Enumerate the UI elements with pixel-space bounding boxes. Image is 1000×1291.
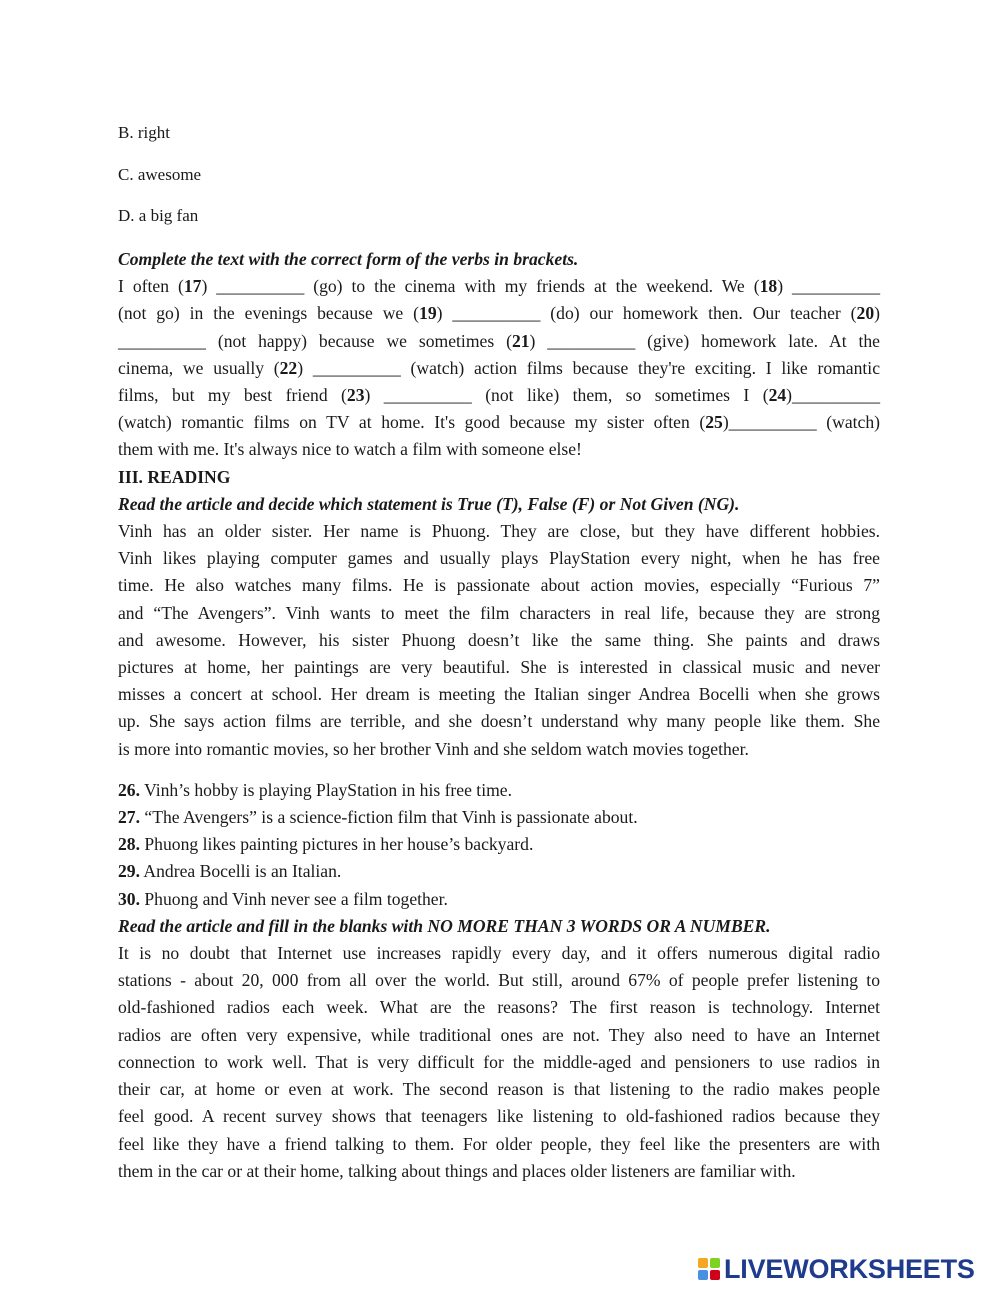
passage-line: stations - about 20, 000 from all over the world. But still, around 67% of people prefer listening to bbox=[118, 970, 880, 991]
grammar-line bbox=[118, 300, 880, 327]
passage-line: connection to work well. That is very difficult for the middle-aged and pensioners to use radios in bbox=[118, 1051, 880, 1072]
passage-line: feel like they have a friend talking to them. For older people, they feel like the presenters are with bbox=[118, 1133, 880, 1154]
statement-item bbox=[118, 831, 880, 858]
passage-line: and awesome. However, his sister Phuong doesn’t like the same thing. She paints and draws bbox=[118, 629, 880, 650]
grammar-line bbox=[118, 436, 880, 463]
grammar-line bbox=[118, 382, 880, 409]
liveworksheets-logo bbox=[698, 1253, 998, 1285]
blank-number: 20 bbox=[856, 303, 875, 324]
passage-line: Vinh has an older sister. Her name is Phuong. They are close, but they have different hobbies. bbox=[118, 521, 880, 542]
blank-number: 22 bbox=[279, 357, 298, 378]
text-segment: ) __________ (do) our homework then. Our teacher ( bbox=[436, 303, 857, 324]
statement-number: 29. bbox=[118, 861, 140, 882]
statement-number: 27. bbox=[118, 807, 140, 828]
statement-item bbox=[118, 777, 880, 804]
passage-line: time. He also watches many films. He is passionate about action movies, especially “Furious 7” bbox=[118, 575, 880, 596]
grammar-line bbox=[118, 355, 880, 382]
text-segment: I often ( bbox=[118, 276, 184, 297]
text-segment: ) __________ (watch) action films because they're exciting. I like romantic bbox=[297, 357, 880, 378]
blank-number: 18 bbox=[759, 276, 778, 297]
text-segment: ) __________ bbox=[777, 276, 880, 297]
answer-option-c: C. awesome bbox=[118, 165, 202, 184]
text-segment: (not go) in the evenings because we ( bbox=[118, 303, 420, 324]
passage-line: radios are often very expensive, while traditional ones are not. They also need to have an Internet bbox=[118, 1024, 880, 1045]
statement-text: Phuong and Vinh never see a film together. bbox=[140, 888, 448, 909]
passage-line: and “The Avengers”. Vinh wants to meet the film characters in real life, because they are strong bbox=[118, 602, 880, 623]
text-segment: them with me. It's always nice to watch a film with someone else! bbox=[118, 439, 582, 460]
reading-instruction-tfng: Read the article and decide which statement is True (T), False (F) or Not Given (NG). bbox=[118, 493, 740, 514]
text-segment: films, but my best friend ( bbox=[118, 385, 347, 406]
text-segment: __________ (not happy) because we sometimes ( bbox=[118, 330, 512, 351]
logo-mark-icon bbox=[698, 1258, 720, 1280]
passage-line: is more into romantic movies, so her brother Vinh and she seldom watch movies together. bbox=[118, 738, 749, 759]
logo-text: LIVEWORKSHEETS bbox=[724, 1253, 975, 1284]
text-segment: ) __________ (give) homework late. At the bbox=[529, 330, 880, 351]
grammar-line bbox=[118, 273, 880, 300]
blank-number: 19 bbox=[419, 303, 437, 324]
statement-text: Andrea Bocelli is an Italian. bbox=[140, 861, 342, 882]
passage-line: It is no doubt that Internet use increases rapidly every day, and it offers numerous digital radio bbox=[118, 943, 880, 964]
passage-line: them in the car or at their home, talking about things and places older listeners are familiar with. bbox=[118, 1160, 796, 1181]
grammar-line bbox=[118, 409, 880, 436]
grammar-exercise-text bbox=[118, 273, 880, 463]
statement-text: Vinh’s hobby is playing PlayStation in his free time. bbox=[140, 779, 512, 800]
statement-number: 30. bbox=[118, 888, 140, 909]
passage-line: old-fashioned radios each week. What are the reasons? The first reason is technology. Internet bbox=[118, 997, 880, 1018]
blank-number: 17 bbox=[183, 276, 202, 297]
text-segment: ) bbox=[874, 303, 880, 324]
statement-item bbox=[118, 804, 880, 831]
grammar-instruction: Complete the text with the correct form of the verbs in brackets. bbox=[118, 249, 579, 269]
statement-text: “The Avengers” is a science-fiction film that Vinh is passionate about. bbox=[140, 807, 638, 828]
text-segment: ) __________ (go) to the cinema with my friends at the weekend. We ( bbox=[201, 276, 760, 297]
passage-line: Vinh likes playing computer games and usually plays PlayStation every night, when he has free bbox=[118, 548, 880, 569]
text-segment: )__________ bbox=[786, 385, 880, 406]
statement-number: 26. bbox=[118, 779, 140, 800]
grammar-line bbox=[118, 328, 880, 355]
answer-option-b: B. right bbox=[118, 123, 170, 142]
statement-item bbox=[118, 858, 880, 885]
reading-passage-1 bbox=[118, 518, 880, 763]
passage-line: pictures at home, her paintings are very beautiful. She is interested in classical music and never bbox=[118, 657, 880, 678]
statement-text: Phuong likes painting pictures in her house’s backyard. bbox=[140, 834, 534, 855]
passage-line: up. She says action films are terrible, and she doesn’t understand why many people like them. She bbox=[118, 711, 880, 732]
reading-instruction-fill: Read the article and fill in the blanks with NO MORE THAN 3 WORDS OR A NUMBER. bbox=[118, 915, 771, 936]
blank-number: 23 bbox=[346, 385, 365, 406]
blank-number: 21 bbox=[511, 330, 530, 351]
worksheet-content bbox=[118, 246, 880, 1185]
statement-item bbox=[118, 886, 880, 913]
reading-heading: III. READING bbox=[118, 466, 231, 487]
statement-number: 28. bbox=[118, 834, 140, 855]
text-segment: (watch) romantic films on TV at home. It's good because my sister often ( bbox=[118, 412, 706, 433]
text-segment: )__________ (watch) bbox=[722, 412, 880, 433]
passage-line: misses a concert at school. Her dream is meeting the Italian singer Andrea Bocelli when she grows bbox=[118, 684, 880, 705]
passage-line: their car, at home or even at work. The second reason is that listening to the radio makes people bbox=[118, 1079, 880, 1100]
answer-option-d: D. a big fan bbox=[118, 206, 199, 225]
text-segment: ) __________ (not like) them, so sometimes I ( bbox=[364, 385, 769, 406]
blank-number: 24 bbox=[768, 385, 787, 406]
passage-line: feel good. A recent survey shows that teenagers like listening to old-fashioned radios because they bbox=[118, 1106, 880, 1127]
text-segment: cinema, we usually ( bbox=[118, 357, 280, 378]
reading-passage-2 bbox=[118, 940, 880, 1185]
statement-list bbox=[118, 777, 880, 913]
blank-number: 25 bbox=[705, 412, 723, 433]
